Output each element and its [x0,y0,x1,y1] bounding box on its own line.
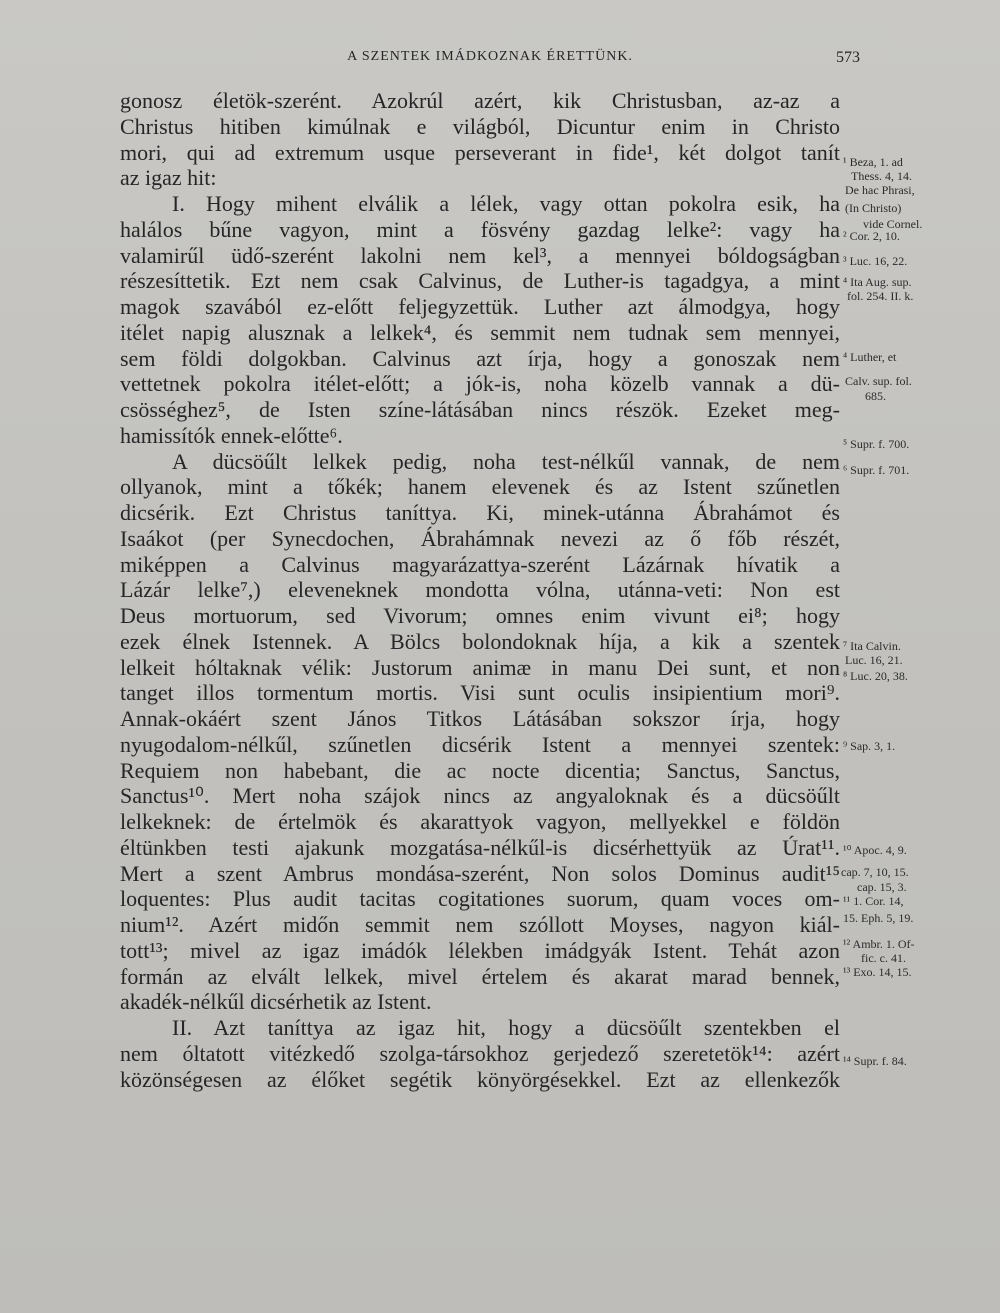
margin-note: ¹⁰ Apoc. 4, 9. [843,843,907,857]
margin-note: Calv. sup. fol. [845,374,912,388]
margin-note: Thess. 4, 14. [851,169,912,183]
margin-note: ³ Luc. 16, 22. [843,254,908,268]
main-text [120,88,840,1092]
margin-note: ⁵ Supr. f. 700. [843,437,910,451]
margin-note: fic. c. 41. [861,951,906,965]
text-line: lelkeknek: de értelmök és akarattyok vagyon, mellyekkel e földön [120,809,840,834]
margin-note: cap. 15, 3. [857,880,907,894]
text-line: tott¹³; mivel az igaz imádók lélekben imádgyák Istent. Tehát azon [120,937,840,963]
margin-note: ¹⁴ Supr. f. 84. [843,1054,907,1068]
text-line: A dücsöűlt lelkek pedig, noha test-nélkűl vannak, de nem [172,448,840,474]
margin-note: ⁴ Luther, et [843,350,897,364]
text-line: nem óltatott vitézkedő szolga-társokhoz gerjedező szeretetök¹⁴: azért [120,1040,840,1066]
text-line: halálos bűne vagyon, mint a fösvény gazdag lelke²: vagy ha [120,216,840,242]
text-line: Requiem non habebant, die ac nocte dicentia; Sanctus, Sanctus, [120,757,840,783]
text-line: tanget illos tormentum mortis. Visi sunt oculis insipientium mori⁹. [120,680,840,706]
text-line: formán az elvált lelkek, mivel értelem és akarat marad bennek, [120,963,840,989]
margin-note: ¹³ Exo. 14, 15. [843,965,912,979]
running-head: A SZENTEK IMÁDKOZNAK ÉRETTÜNK. [347,49,633,64]
margin-note: ¹¹ 1. Cor. 14, [843,894,904,908]
text-line: II. Azt taníttya az igaz hit, hogy a dücsöűlt szentekben el [172,1015,840,1040]
margin-note: 685. [865,389,886,403]
margin-note: fol. 254. II. k. [847,289,914,303]
text-line: Christus hitiben kimúlnak e világból, Dicuntur enim in Christo [120,113,840,139]
text-line: nium¹². Azért midőn semmit nem szóllott Moyses, nagyon kiál- [120,912,840,937]
text-line: Annak-okáért szent János Titkos Látásában sokszor írja, hogy [120,706,840,731]
margin-note: ⁹ Sap. 3, 1. [843,739,896,753]
text-line: közönségesen az élőket segétik könyörgésekkel. Ezt az ellenkezők [120,1066,840,1092]
text-line: itélet napig alusznak a lelkek⁴, és semmit nem tudnak sem mennyei, [120,319,840,345]
text-line: gonosz életök-szerént. Azokrúl azért, kik Christusban, az-az a [120,88,840,113]
text-line: akadék-nélkűl dicsérhetik az Istent. [120,989,432,1015]
margin-note: De hac Phrasi, [845,183,915,197]
text-line: dicsérik. Ezt Christus taníttya. Ki, minek-utánna Ábrahámot és [120,500,840,525]
text-line: az igaz hit: [120,165,217,191]
text-line: I. Hogy mihent elválik a lélek, vagy ottan pokolra esik, ha [172,191,840,216]
text-line: loquentes: Plus audit tacitas cogitationes suorum, quam voces om- [120,886,840,912]
page-number: 573 [836,49,860,66]
text-line: valamirűl üdő-szerént lakolni nem kel³, a mennyei bóldogságban [120,242,840,268]
text-line: nyugodalom-nélkűl, szűnetlen dicsérik Istent a mennyei szentek: [120,731,840,757]
text-line: Mert a szent Ambrus mondása-szerént, Non solos Dominus audit¹⁵ [120,860,840,886]
text-line: Deus mortuorum, sed Vivorum; omnes enim vivunt ei⁸; hogy [120,603,840,628]
text-line: vettetnek pokolra itélet-előtt; a jók-is, noha közelb vannak a dü- [120,371,840,397]
margin-note: ⁴ Ita Aug. sup. [843,275,912,289]
text-line: lelkeit hóltaknak vélik: Justorum animæ in manu Dei sunt, et non [120,654,840,680]
margin-note: (In Christo) [845,201,902,215]
text-line: csösséghez⁵, de Isten színe-látásában nincs részök. Ezeket meg- [120,397,840,422]
text-line: részesíttetik. Ezt nem csak Calvinus, de Luther-is tagadgya, a mint [120,268,840,294]
text-line: miképpen a Calvinus magyarázattya-szerént Lázárnak hívatik a [120,551,840,577]
margin-note: ⁸ Luc. 20, 38. [843,669,908,683]
text-line: hamissítók ennek-előtte⁶. [120,422,343,448]
margin-note: ¹² Ambr. 1. Of- [843,937,915,951]
text-line: éltünkben testi ajakunk mozgatása-nélkűl-is dicsérhettyük az Úrat¹¹. [120,834,840,860]
page-header [120,49,860,71]
margin-note: ⁶ Supr. f. 701. [843,463,910,477]
text-line: ollyanok, mint a tőkék; hanem elevenek és az Istent szűnetlen [120,474,840,500]
margin-note: 15. Eph. 5, 19. [843,911,914,925]
margin-note: ⁷ Ita Calvin. [843,639,901,653]
text-line: Sanctus¹⁰. Mert noha szájok nincs az angyaloknak és a dücsöűlt [120,783,840,809]
margin-note: ² Cor. 2, 10. [843,229,900,243]
text-line: magok szavából ez-előtt feljegyzettük. Luther azt álmodgya, hogy [120,294,840,319]
text-line: ezek élnek Istennek. A Bölcs bolondoknak híja, a kik a szentek [120,628,840,654]
margin-note: ¹ Beza, 1. ad [843,155,903,169]
margin-note: Luc. 16, 21. [845,653,903,667]
text-line: Isaákot (per Synecdochen, Ábrahámnak nevezi az ő főb részét, [120,525,840,551]
text-line: sem földi dolgokban. Calvinus azt írja, hogy a gonoszak nem [120,345,840,371]
text-line: mori, qui ad extremum usque perseverant in fide¹, két dolgot tanít [120,139,840,165]
margin-note: cap. 7, 10, 15. [841,865,909,879]
text-line: Lázár lelke⁷,) eleveneknek mondotta vólna, utánna-veti: Non est [120,577,840,603]
margin-note: vide Cornel. [863,217,923,231]
